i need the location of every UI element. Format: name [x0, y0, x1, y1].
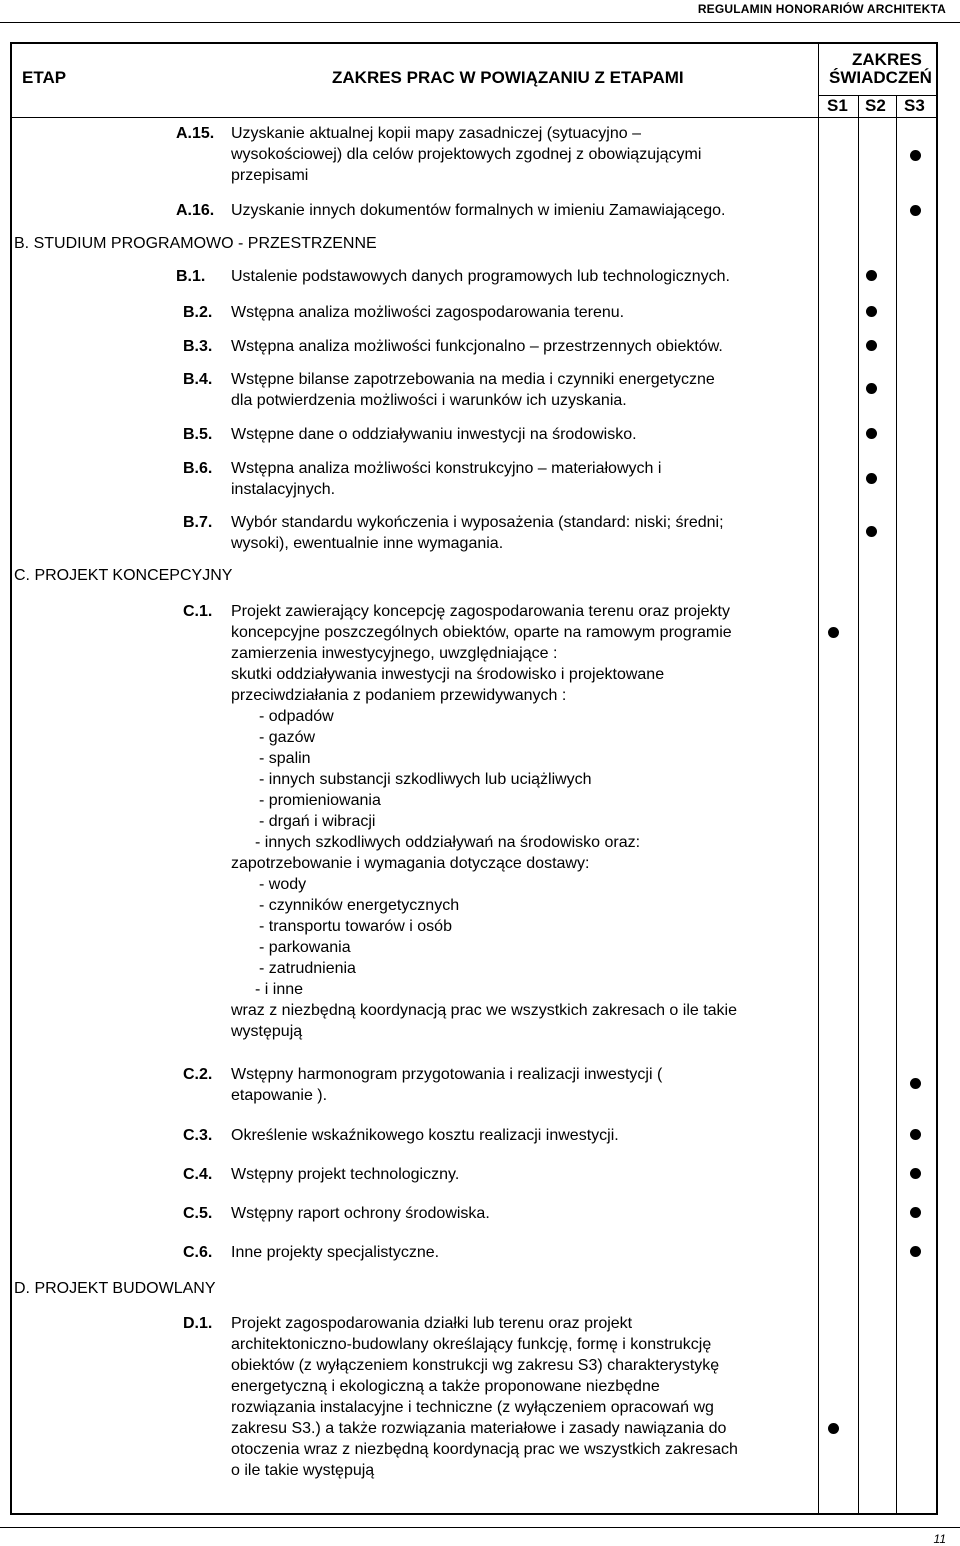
s3-bullet	[910, 1168, 921, 1179]
row-code: C.5.	[183, 1205, 213, 1222]
row-line: - parkowania	[259, 939, 351, 956]
row-text	[231, 1313, 738, 1481]
row-line: - transportu towarów i osób	[259, 918, 452, 935]
row-line: występują	[231, 1023, 303, 1040]
row-code: B.2.	[183, 304, 213, 321]
row-text	[231, 424, 637, 445]
row-line: Wstępna analiza możliwości konstrukcyjno – materiałowych i	[231, 460, 662, 477]
header-zakres: ZAKRES	[852, 50, 922, 69]
row-line: energetyczną i ekologiczną a także proponowane niezbędne	[231, 1378, 660, 1395]
row-line: obiektów (z wyłączeniem konstrukcji wg zakresu S3) charakterystykę	[231, 1357, 720, 1374]
row-line: architektoniczno-budowlany określający funkcję, formę i konstrukcję	[231, 1336, 712, 1353]
s3-bullet	[910, 1246, 921, 1257]
row-line: Wybór standardu wykończenia i wyposażenia (standard: niski; średni;	[231, 514, 724, 531]
row-code: B.1.	[176, 268, 206, 285]
row-code: C.6.	[183, 1244, 213, 1261]
row-line: Wstępna analiza możliwości zagospodarowania terenu.	[231, 304, 625, 321]
row-line: zakresu S3.) a także rozwiązania materiałowe i zasady nawiązania do	[231, 1420, 727, 1437]
page-number: 11	[933, 1532, 946, 1546]
row-line: otoczenia wraz z niezbędną koordynacją prac we wszystkich zakresach	[231, 1441, 738, 1458]
row-line: - czynników energetycznych	[259, 897, 460, 914]
row-line: Wstępne bilanse zapotrzebowania na media i czynniki energetyczne	[231, 371, 715, 388]
s2-bullet	[866, 526, 877, 537]
column-divider-s3	[896, 95, 897, 1515]
row-line: etapowanie ).	[231, 1087, 328, 1104]
s3-bullet	[910, 1207, 921, 1218]
header-zakres-prac: ZAKRES PRAC W POWIĄZANIU Z ETAPAMI	[332, 68, 684, 87]
s2-bullet	[866, 473, 877, 484]
s1-bullet	[828, 627, 839, 638]
row-line: Wstępne dane o oddziaływaniu inwestycji na środowisko.	[231, 426, 637, 443]
row-line: wysokościowej) dla celów projektowych zgodnej z obowiązującymi	[231, 146, 702, 163]
s2-bullet	[866, 383, 877, 394]
row-code: B.6.	[183, 460, 213, 477]
s3-bullet	[910, 150, 921, 161]
row-line: - promieniowania	[259, 792, 381, 809]
row-text	[231, 1125, 619, 1146]
row-code: B.5.	[183, 426, 213, 443]
row-line: skutki oddziaływania inwestycji na środowisko i projektowane	[231, 666, 665, 683]
row-code: A.16.	[176, 202, 215, 219]
row-line: koncepcyjne poszczególnych obiektów, oparte na ramowym programie	[231, 624, 732, 641]
row-line: Wstępny projekt technologiczny.	[231, 1166, 460, 1183]
row-line: - gazów	[259, 729, 316, 746]
s3-bullet	[910, 1129, 921, 1140]
row-text	[231, 302, 624, 323]
row-code: B.3.	[183, 338, 213, 355]
row-line: - odpadów	[259, 708, 334, 725]
row-line: Wstępna analiza możliwości funkcjonalno – przestrzennych obiektów.	[231, 338, 723, 355]
row-code: A.15.	[176, 125, 215, 142]
row-line: o ile takie występują	[231, 1462, 375, 1479]
s1-bullet	[828, 1423, 839, 1434]
row-text	[231, 266, 730, 287]
row-text	[231, 458, 661, 500]
row-text	[231, 601, 737, 1042]
row-text	[231, 1242, 439, 1263]
row-text	[231, 1064, 662, 1106]
row-line: Projekt zagospodarowania działki lub terenu oraz projekt	[231, 1315, 633, 1332]
row-code: C.1.	[183, 603, 213, 620]
row-line: Określenie wskaźnikowego kosztu realizacji inwestycji.	[231, 1127, 619, 1144]
row-line: wraz z niezbędną koordynacją prac we wszystkich zakresach o ile takie	[231, 1002, 738, 1019]
row-line: Uzyskanie innych dokumentów formalnych w imieniu Zamawiającego.	[231, 202, 726, 219]
row-text	[231, 200, 725, 221]
row-line: Wstępny raport ochrony środowiska.	[231, 1205, 490, 1222]
header-rule	[0, 22, 960, 23]
s3-bullet	[910, 205, 921, 216]
row-code: B.7.	[183, 514, 213, 531]
s2-bullet	[866, 340, 877, 351]
row-line: Uzyskanie aktualnej kopii mapy zasadniczej (sytuacyjno –	[231, 125, 641, 142]
running-header: REGULAMIN HONORARIÓW ARCHITEKTA	[697, 2, 946, 16]
s3-bullet	[910, 1078, 921, 1089]
s2-bullet	[866, 306, 877, 317]
row-line: - zatrudnienia	[259, 960, 356, 977]
row-line: - innych szkodliwych oddziaływań na środowisko oraz:	[255, 834, 641, 851]
row-line: zapotrzebowanie i wymagania dotyczące dostawy:	[231, 855, 590, 872]
column-divider-s1	[818, 42, 819, 1515]
section-b-title: B. STUDIUM PROGRAMOWO - PRZESTRZENNE	[14, 235, 377, 252]
header-etap: ETAP	[22, 68, 67, 87]
row-text	[231, 336, 723, 357]
row-code: C.3.	[183, 1127, 213, 1144]
row-code: C.2.	[183, 1066, 213, 1083]
section-d-title: D. PROJEKT BUDOWLANY	[14, 1280, 216, 1297]
row-line: przepisami	[231, 167, 309, 184]
row-line: zamierzenia inwestycyjnego, uwzględniające :	[231, 645, 558, 662]
s2-bullet	[866, 270, 877, 281]
row-code: D.1.	[183, 1315, 213, 1332]
row-text	[231, 1164, 459, 1185]
row-line: - drgań i wibracji	[259, 813, 376, 830]
row-text	[231, 369, 715, 411]
row-text	[231, 1203, 490, 1224]
column-divider-s2	[858, 95, 859, 1515]
row-line: instalacyjnych.	[231, 481, 336, 498]
row-line: - innych substancji szkodliwych lub uciążliwych	[259, 771, 592, 788]
row-line: rozwiązania instalacyjne i techniczne (z wyłączeniem opracowań wg	[231, 1399, 714, 1416]
header-s3: S3	[904, 96, 925, 115]
row-line: dla potwierdzenia możliwości i warunków ich uzyskania.	[231, 392, 627, 409]
row-line: Inne projekty specjalistyczne.	[231, 1244, 440, 1261]
footer-rule	[0, 1527, 960, 1528]
row-code: C.4.	[183, 1166, 213, 1183]
row-line: Ustalenie podstawowych danych programowych lub technologicznych.	[231, 268, 730, 285]
row-line: Projekt zawierający koncepcję zagospodarowania terenu oraz projekty	[231, 603, 730, 620]
header-swiadczen: ŚWIADCZEŃ	[829, 68, 932, 87]
row-line: wysoki), ewentualnie inne wymagania.	[231, 535, 504, 552]
row-line: - wody	[259, 876, 307, 893]
row-line: - spalin	[259, 750, 311, 767]
row-text	[231, 123, 701, 186]
header-s1: S1	[827, 96, 848, 115]
row-code: B.4.	[183, 371, 213, 388]
row-text	[231, 512, 724, 554]
section-c-title: C. PROJEKT KONCEPCYJNY	[14, 567, 233, 584]
s2-bullet	[866, 428, 877, 439]
row-line: przeciwdziałania z podaniem przewidywanych :	[231, 687, 567, 704]
row-line: Wstępny harmonogram przygotowania i realizacji inwestycji (	[231, 1066, 663, 1083]
row-line: - i inne	[255, 981, 304, 998]
header-s2: S2	[865, 96, 886, 115]
table-header-rule	[10, 117, 938, 118]
